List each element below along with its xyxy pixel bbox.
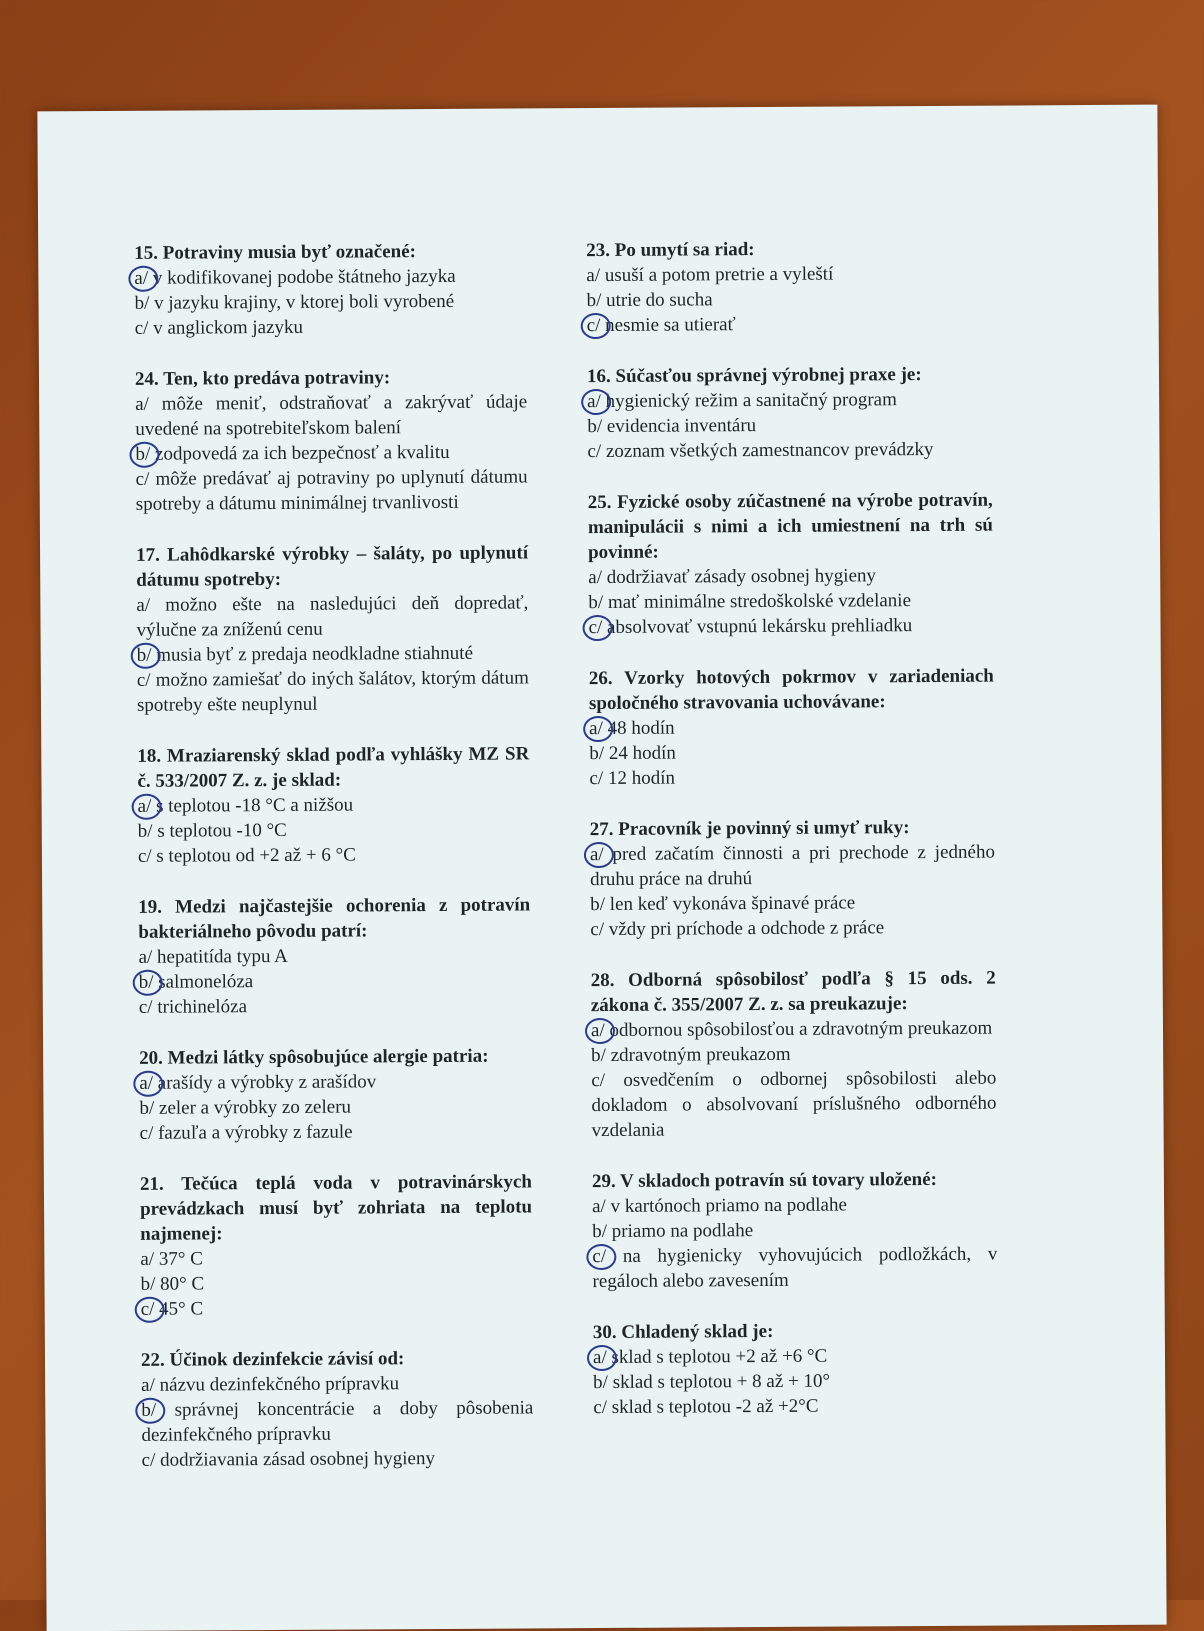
answer-a: a/ dodržiavať zásady osobnej hygieny	[588, 565, 877, 589]
answer-circle	[582, 615, 612, 641]
question-22	[141, 1345, 534, 1472]
question-18	[137, 741, 530, 868]
answer-a: a/ môže meniť, odstraňovať a zakrývať údaje uvedené na spotrebiteľskom balení	[135, 391, 528, 440]
question-title: 16. Súčasťou správnej výrobnej praxe je:	[586, 364, 922, 388]
question-title: 26. Vzorky hotových pokrmov v zariadeniach spoločného stravovania uchovávane:	[588, 665, 994, 715]
answer-c: c/ v anglickom jazyku	[134, 316, 304, 339]
answer-b: b/ zeler a výrobky zo zeleru	[139, 1096, 352, 1119]
answer-a: a/ pred začatím činnosti a pri prechode z jedného druhu práce na druhú	[590, 840, 995, 892]
answer-circle	[132, 794, 162, 820]
answer-c: c/ fazuľa a výrobky z fazule	[139, 1121, 353, 1144]
question-23	[586, 236, 992, 338]
answer-b: b/ priamo na podlahe	[592, 1220, 754, 1243]
answer-b: b/ v jazyku krajiny, v ktorej boli vyrobené	[134, 290, 455, 314]
answer-circle	[133, 1071, 163, 1097]
answer-b: b/ zodpovedá za ich bezpečnosť a kvalitu	[135, 439, 527, 466]
question-16	[587, 362, 993, 464]
right-column	[586, 236, 998, 1446]
answer-a: a/ v kodifikovanej podobe štátneho jazyka	[134, 263, 526, 290]
answer-b: b/ 80° C	[140, 1273, 205, 1295]
answer-c: c/ sklad s teplotou -2 až +2°C	[593, 1395, 819, 1419]
answer-circle	[583, 716, 613, 742]
question-title: 20. Medzi látky spôsobujúce alergie patria:	[139, 1045, 489, 1069]
question-title: 27. Pracovník je povinný si umyť ruky:	[589, 817, 910, 841]
answer-circle	[129, 442, 159, 468]
answer-c: c/ osvedčením o odbornej spôsobilosti alebo dokladom o absolvovaní príslušného odborného vzdelania	[591, 1067, 997, 1142]
answer-circle	[133, 970, 163, 996]
answer-c: c/ s teplotou od +2 až + 6 °C	[137, 844, 356, 867]
question-20	[139, 1043, 532, 1145]
answer-c: c/ možno zamiešať do iných šalátov, ktorým dátum spotreby ešte neuplynul	[136, 667, 529, 716]
answer-circle	[587, 1345, 617, 1371]
answer-c: c/ na hygienicky vyhovujúcich podložkách, v regáloch alebo zavesením	[592, 1242, 997, 1294]
answer-circle	[128, 266, 158, 292]
answer-b: b/ 24 hodín	[589, 742, 676, 765]
question-title: 18. Mraziarenský sklad podľa vyhlášky MZ SR č. 533/2007 Z. z. je sklad:	[137, 743, 530, 792]
answer-c: c/ 12 hodín	[589, 767, 676, 790]
answer-b: b/ evidencia inventáru	[587, 415, 757, 438]
answer-a: a/ hepatitída typu A	[138, 945, 288, 968]
answer-c: c/ 45° C	[141, 1294, 533, 1321]
answer-b: b/ zdravotným preukazom	[591, 1043, 791, 1067]
answer-a: a/ hygienický režim a sanitačný program	[587, 387, 992, 414]
question-title: 25. Fyzické osoby zúčastnené na výrobe potravín, manipulácii s nimi a ich umiestnení na trh sú povinné:	[587, 489, 993, 564]
question-30	[593, 1318, 999, 1420]
answer-c: c/ vždy pri príchode a odchode z práce	[590, 917, 885, 941]
answer-b: b/ salmonelóza	[139, 967, 531, 994]
answer-a: a/ usuší a potom pretrie a vyleští	[586, 263, 834, 287]
answer-c: c/ nesmie sa utierať	[587, 311, 992, 338]
answer-c: c/ trichinelóza	[138, 996, 248, 1018]
question-title: 17. Lahôdkarské výrobky – šaláty, po uplynutí dátumu spotreby:	[136, 542, 529, 591]
question-29	[592, 1167, 998, 1294]
answer-circle	[581, 313, 611, 339]
question-21	[140, 1169, 533, 1321]
answer-b: b/ správnej koncentrácie a doby pôsobenia dezinfekčného prípravku	[141, 1395, 533, 1447]
question-title: 29. V skladoch potravín sú tovary uložené:	[591, 1168, 938, 1193]
question-27	[590, 815, 996, 942]
quiz-sheet	[37, 105, 1166, 1631]
question-19	[138, 892, 531, 1019]
answer-b: b/ len keď vykonáva špinavé práce	[590, 892, 856, 916]
answer-circle	[581, 389, 611, 415]
answer-a: a/ s teplotou -18 °C a nižšou	[138, 791, 530, 818]
answer-a: a/ 48 hodín	[589, 714, 994, 741]
answer-b: b/ mať minimálne stredoškolské vzdelanie	[588, 590, 912, 614]
answer-a: a/ názvu dezinfekčného prípravku	[141, 1373, 400, 1396]
question-title: 15. Potraviny musia byť označené:	[134, 241, 416, 264]
answer-b: b/ musia byť z predaja neodkladne stiahnuté	[137, 640, 529, 667]
question-15	[134, 238, 527, 340]
answer-c: c/ absolvovať vstupnú lekársku prehliadku	[588, 613, 993, 640]
answer-c: c/ dodržiavania zásad osobnej hygieny	[141, 1448, 436, 1471]
question-title: 30. Chladený sklad je:	[592, 1320, 774, 1344]
question-title: 28. Odborná spôsobilosť podľa § 15 ods. 2 zákona č. 355/2007 Z. z. sa preukazuje:	[590, 967, 996, 1017]
question-25	[588, 488, 994, 640]
answer-a: a/ možno ešte na nasledujúci deň dopredať, výlučne za zníženú cenu	[136, 592, 529, 641]
question-28	[591, 966, 997, 1143]
answer-a: a/ v kartónoch priamo na podlahe	[592, 1194, 847, 1218]
answer-circle	[586, 1244, 616, 1270]
question-17	[136, 540, 529, 717]
answer-c: c/ môže predávať aj potraviny po uplynutí dátumu spotreby a dátumu minimálnej trvanlivosti	[135, 466, 528, 515]
question-title: 24. Ten, kto predáva potraviny:	[134, 367, 391, 390]
answer-a: a/ odbornou spôsobilosťou a zdravotným preukazom	[591, 1016, 996, 1043]
answer-circle	[584, 842, 614, 868]
left-column	[134, 238, 534, 1498]
answer-a: a/ 37° C	[140, 1248, 203, 1270]
question-title: 23. Po umytí sa riad:	[586, 239, 755, 262]
question-title: 22. Účinok dezinfekcie závisí od:	[140, 1348, 405, 1371]
answer-circle	[135, 1297, 165, 1323]
answer-a: a/ sklad s teplotou +2 až +6 °C	[593, 1343, 998, 1370]
question-26	[589, 664, 995, 791]
answer-circle	[131, 643, 161, 669]
question-title: 21. Tečúca teplá voda v potravinárskych prevádzkach musí byť zohriata na teplotu najmenej:	[139, 1171, 533, 1245]
answer-a: a/ arašídy a výrobky z arašídov	[139, 1068, 531, 1095]
answer-b: b/ sklad s teplotou + 8 až + 10°	[593, 1370, 831, 1394]
question-title: 19. Medzi najčastejšie ochorenia z potravín bakteriálneho pôvodu patrí:	[138, 894, 531, 943]
answer-circle	[135, 1398, 165, 1424]
answer-b: b/ s teplotou -10 °C	[137, 819, 287, 842]
answer-c: c/ zoznam všetkých zamestnancov prevádzky	[587, 438, 934, 463]
question-24	[135, 364, 528, 516]
answer-circle	[585, 1018, 615, 1044]
answer-b: b/ utrie do sucha	[586, 289, 713, 312]
